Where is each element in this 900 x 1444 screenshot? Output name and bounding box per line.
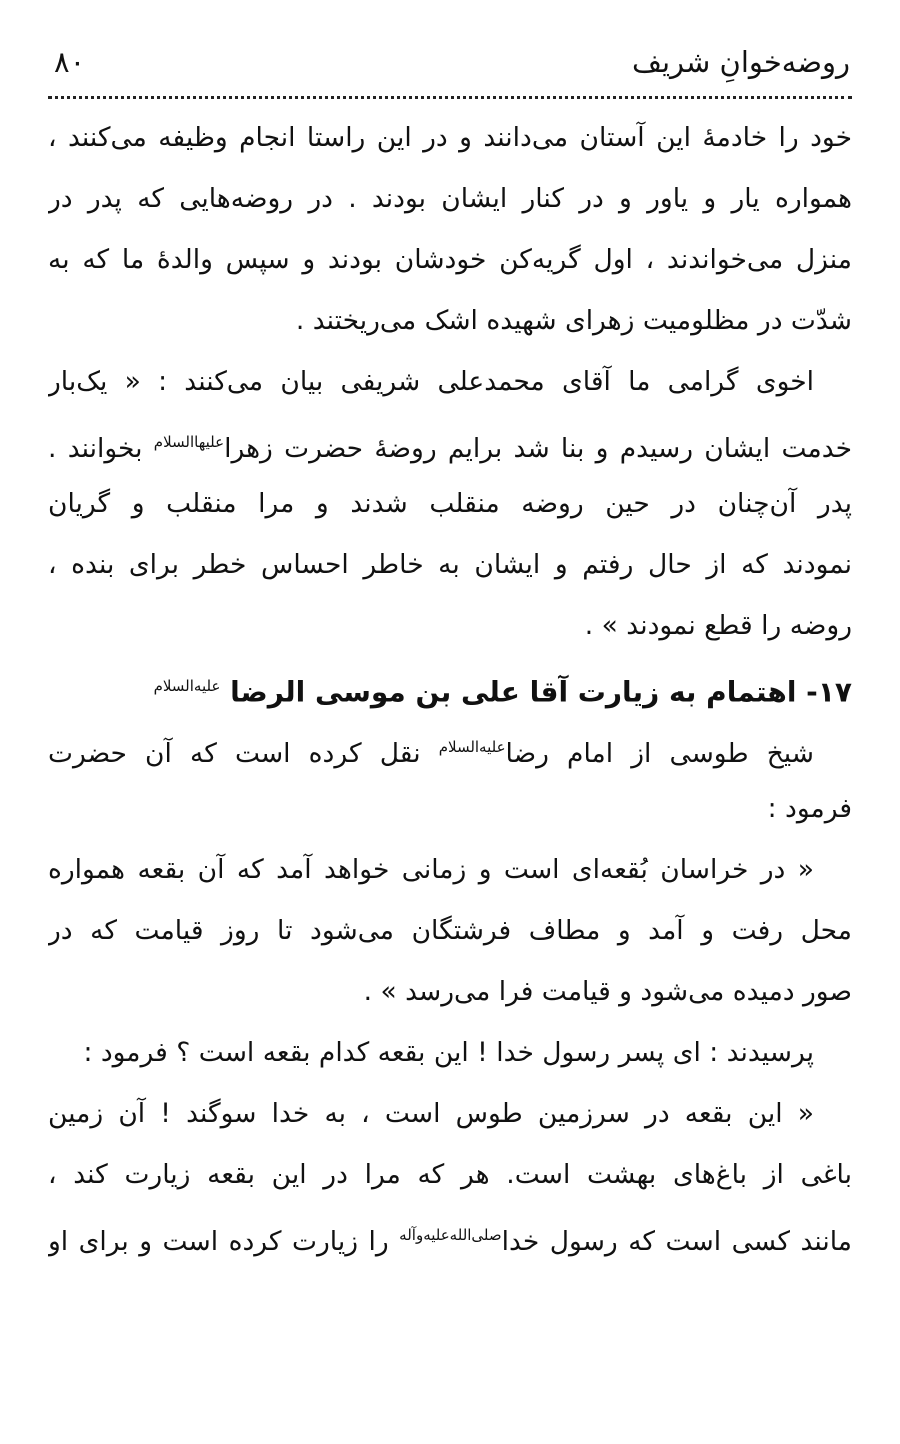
text-line: پرسیدند : ای پسر رسول خدا ! این بقعه کدام بقعه است ؟ فرمود : xyxy=(83,1037,814,1068)
text-line: فرمود : xyxy=(767,793,852,824)
honorific-prophet: صلى‌الله‌عليه‌وآله xyxy=(399,1226,502,1244)
dotted-divider xyxy=(48,96,852,99)
text-line: همواره یار و یاور و در کنار ایشان بودند . در روضه‌هایی که پدر در xyxy=(48,183,852,214)
text-fragment: بخوانند . xyxy=(48,432,154,464)
running-header xyxy=(48,38,852,86)
text-fragment: شیخ طوسی از امام رضا xyxy=(505,737,814,769)
running-title: روضه‌خوانِ شریف xyxy=(631,45,850,79)
text-line-reza xyxy=(48,717,852,778)
text-line-zahra xyxy=(48,412,852,473)
honorific-reza: عليه‌السلام xyxy=(153,677,221,695)
text-line: صور دمیده می‌شود و قیامت فرا می‌رسد » . xyxy=(363,976,852,1007)
text-line: روضه را قطع نمودند » . xyxy=(584,610,852,641)
heading-text: ۱۷- اهتمام به زیارت آقا علی بن موسی الرضا xyxy=(230,675,852,709)
page-number: ۸۰ xyxy=(54,45,86,79)
text-line: محل رفت و آمد و مطاف فرشتگان می‌شود تا روز قیامت که در xyxy=(48,915,852,946)
text-line: نمودند که از حال رفتم و ایشان به خاطر احساس خطر برای بنده ، xyxy=(48,549,852,580)
section-heading xyxy=(48,656,852,717)
text-fragment: را زیارت کرده است و برای او xyxy=(48,1225,400,1257)
body-text xyxy=(48,107,852,1266)
book-page xyxy=(48,38,852,1266)
text-line: منزل می‌خواندند ، اول گریه‌کن خودشان بودند و سپس والدهٔ ما که به xyxy=(48,244,852,275)
text-line: پدر آن‌چنان در حین روضه منقلب شدند و مرا منقلب و گریان xyxy=(48,488,852,519)
text-fragment: نقل کرده است که آن حضرت xyxy=(48,737,439,769)
text-line: باغی از باغ‌های بهشت است. هر که مرا در این بقعه زیارت کند ، xyxy=(48,1159,852,1190)
text-line: « این بقعه در سرزمین طوس است ، به خدا سوگند ! آن زمین xyxy=(48,1098,814,1129)
text-fragment: خدمت ایشان رسیدم و بنا شد برایم روضهٔ حضرت زهرا xyxy=(224,432,852,464)
text-fragment: مانند کسی است که رسول خدا xyxy=(501,1225,852,1257)
text-line-prophet xyxy=(48,1205,852,1266)
text-line: اخوی گرامی ما آقای محمدعلی شریفی بیان می‌کنند : « یک‌بار xyxy=(48,366,814,397)
honorific-reza-2: عليه‌السلام xyxy=(438,738,506,756)
honorific-zahra: عليهاالسلام xyxy=(153,433,225,451)
text-line: شدّت در مظلومیت زهرای شهیده اشک می‌ریختند . xyxy=(295,305,852,336)
text-line: « در خراسان بُقعه‌ای است و زمانی خواهد آمد که آن بقعه همواره xyxy=(48,854,814,885)
text-line: خود را خادمهٔ این آستان می‌دانند و در این راستا انجام وظیفه می‌کنند ، xyxy=(48,122,852,153)
